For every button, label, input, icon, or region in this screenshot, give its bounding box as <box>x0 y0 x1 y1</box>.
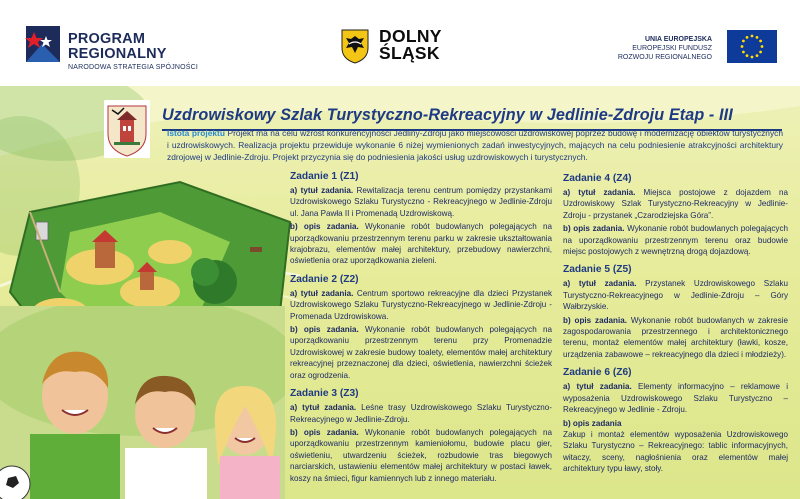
eu-label-line2: EUROPEJSKI FUNDUSZ <box>632 45 712 52</box>
task-description: b) opis zadania. Wykonanie robót budowlanych w zakresie zagospodarowania przestrzennego i architektonicznego terenu, montaż elementów małej architektury (ławki, kosze, urządzenia zabawowe – rekreacyjnego dla dzieci i młodzieży). <box>563 315 788 359</box>
task-heading: Zadanie 2 (Z2) <box>290 273 359 285</box>
eagle-shield-icon <box>340 28 370 64</box>
task-heading: Zadanie 5 (Z5) <box>563 264 632 276</box>
program-title-line2: REGIONALNY <box>68 46 167 62</box>
task-description: b) opis zadania. Wykonanie robót budowlanych polegających na uporządkowaniu przestrzennym terenu przy Promenadzie Uzdrowiskowej w zakresie budowy toalety, elementów małej architektury rekreacyjnej przeznaczonej dla dzieci, oświetlenia, nawierzchni ścieżek oraz ogrodzenia. <box>290 325 552 380</box>
page-title: Uzdrowiskowy Szlak Turystyczno-Rekreacyjny w Jedlinie-Zdroju Etap - III <box>162 106 733 124</box>
region-name-line2: ŚLĄSK <box>379 43 440 63</box>
task-title: a) tytuł zadania. Miejsca postojowe z dojazdem na Uzdrowiskowy Szlak Turystyczno-Rekreacyjny w Jedlinie-Zdroju - przystanek „Czarodziejska Góra”. <box>563 188 788 220</box>
task-description: b) opis zadania. Wykonanie robót budowlanych polegających na uporządkowaniu przestrzennym kamieniołomu, budowie placu gier, oświetleniu, utwardzeniu ścieżek, rozbudowie tras biegowych narciarskich, ustawieniu elementów małej architektury w postaci ławek, koszy na śmieci, figur kamiennych lub z innego materiału. <box>290 427 552 483</box>
children-photo-image <box>0 306 285 499</box>
region-name-line1: DOLNY <box>379 26 442 46</box>
program-subtitle: NARODOWA STRATEGIA SPÓJNOŚCI <box>68 64 199 71</box>
tasks-column-left <box>290 171 552 486</box>
task-heading: Zadanie 1 (Z1) <box>290 171 359 182</box>
project-essence <box>167 127 783 164</box>
task-title: a) tytuł zadania. Leśne trasy Uzdrowiskowego Szlaku Turystyczno-Rekreacyjnego w Jedlinie-Zdroju. <box>290 403 552 424</box>
task-heading: Zadanie 4 (Z4) <box>563 173 632 184</box>
eu-label-line3: ROZWOJU REGIONALNEGO <box>617 54 712 61</box>
task-title: a) tytuł zadania. Centrum sportowo rekreacyjne dla dzieci Przystanek Uzdrowiskowego Szlaku Turystyczno-Rekreacyjnego w Jedlinie-Zdroju - Promenada Uzdrowiskowa. <box>290 288 553 321</box>
task-description: b) opis zadania Zakup i montaż elementów wyposażenia Uzdrowiskowego Szlaku Turystyczno – Rekreacyjnego: tablic informacyjnych, witaczy, sceny, nagłośnienia oraz elementów małej architektury typu ławy, stoły. <box>563 418 788 474</box>
essence-lead: Istota projektu <box>167 128 225 138</box>
task-description: b) opis zadania. Wykonanie robót budowlanych polegających na uporządkowaniu przestrzennym terenu oraz budowie miejsc postojowych z wewnętrzną drogą dojazdową. <box>563 224 789 257</box>
task-title: a) tytuł zadania. Elementy informacyjno – reklamowe i wyposażenia Uzdrowiskowego Szlaku Turystyczno – Rekreacyjnego w Jedlinie - Zdroju. <box>563 382 788 415</box>
task-heading: Zadanie 6 (Z6) <box>563 367 632 379</box>
header-bar <box>0 0 800 86</box>
content-panel <box>0 86 800 499</box>
tasks-column-right <box>563 173 788 477</box>
task-title: a) tytuł zadania. Przystanek Uzdrowiskowego Szlaku Turystyczno-Rekreacyjnego w Jedlinie-Zdroju – Góry Wałbrzyskie. <box>563 279 788 312</box>
program-regionalny-logo-icon <box>20 22 64 66</box>
eu-flag-icon <box>727 30 777 63</box>
eu-label-line1: UNIA EUROPEJSKA <box>644 36 712 43</box>
task-title: a) tytuł zadania. Rewitalizacja terenu centrum pomiędzy przystankami Uzdrowiskowego Szlaku Turystyczno - Rekreacyjnego w Jedlinie-Zdroju ul. Jana Pawła II i Promenadą Uzdrowiskową. <box>290 186 552 218</box>
task-description: b) opis zadania. Wykonanie robót budowlanych polegających na uporządkowaniu przestrzennym terenu parku w zakresie ukształtowania krajobrazu, elementów małej architektury, przebudowy nawierzchni, oświetlenia oraz uporządkowania zieleni. <box>290 222 552 266</box>
program-title-line1: PROGRAM <box>68 31 146 47</box>
essence-text: Projekt ma na celu wzrost konkurencyjności Jedliny-Zdroju jako miejscowości uzdrowiskowej poprzez budowę i modernizację obiektów turystycznych i uzdrowiskowych. Realizacja projektu przewiduje wykonanie 6 niżej wymienionych zadań inwestycyjnych, mających na celu podniesienie atrakcyjności architektury zdrojowej w Jedlinie-Zdroju. Projekt przyczynia się do podniesienia jakości usług uzdrowiskowych i turystycznych. <box>167 128 783 163</box>
task-heading: Zadanie 3 (Z3) <box>290 388 359 400</box>
